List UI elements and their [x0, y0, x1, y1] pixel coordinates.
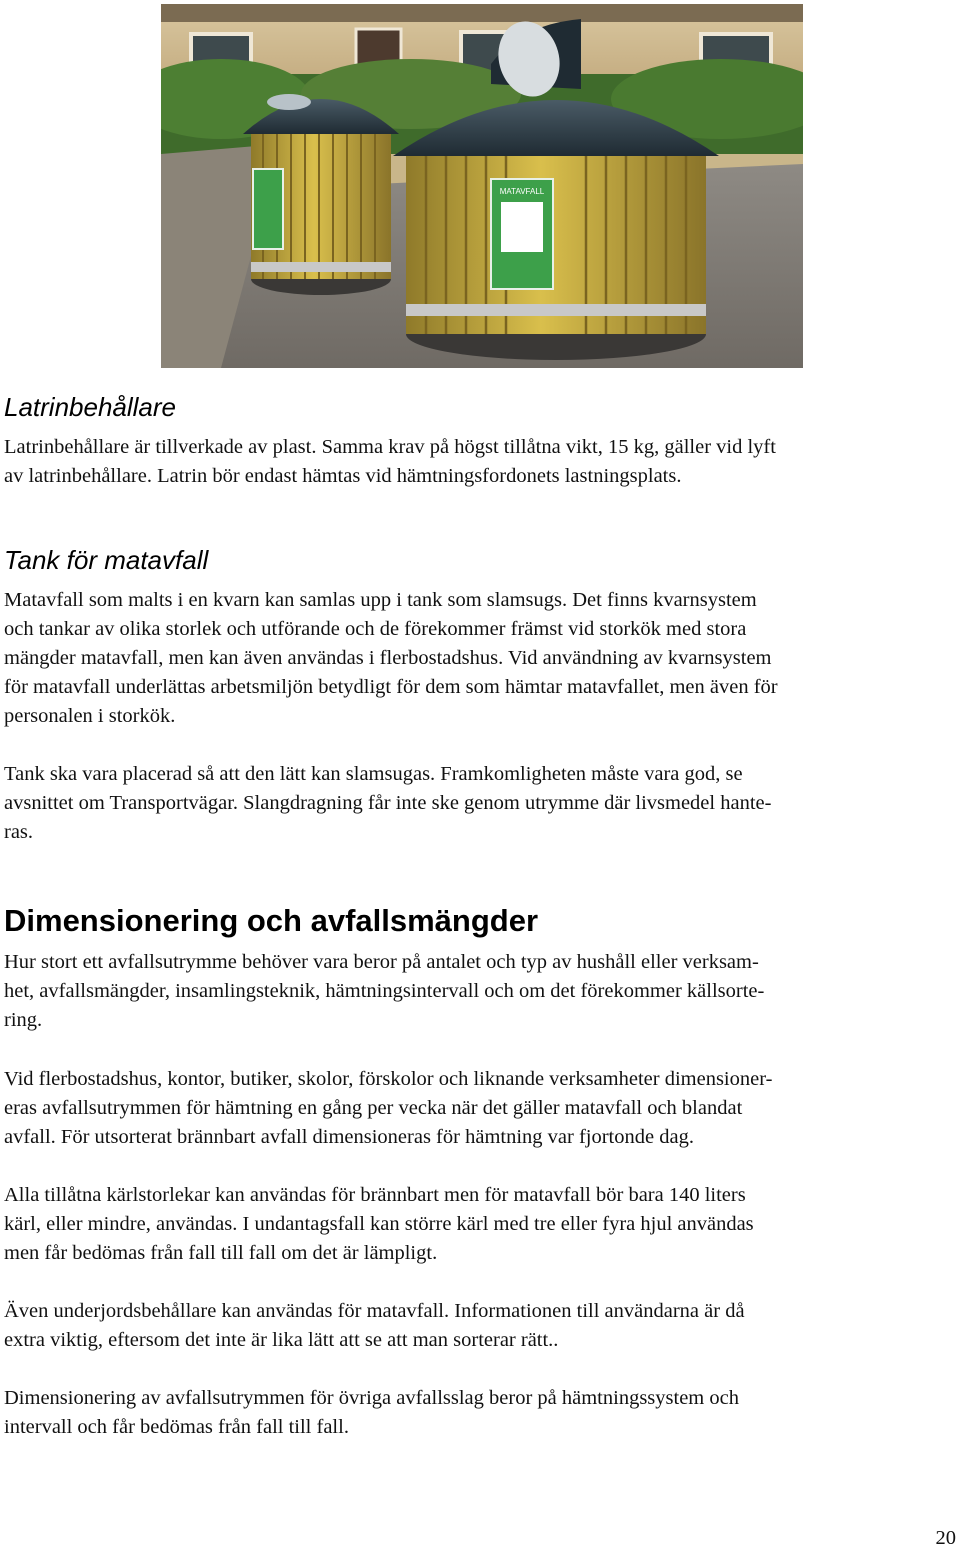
latrin-paragraph	[4, 433, 956, 491]
dim-paragraph-4	[4, 1297, 956, 1355]
text-line: kärl, eller mindre, användas. I undantagsfall kan större kärl med tre eller fyra hjul användas	[4, 1213, 754, 1235]
underground-containers-photo	[161, 4, 803, 368]
latrin-heading: Latrinbehållare	[4, 392, 177, 422]
text-line: Även underjordsbehållare kan användas för matavfall. Informationen till användarna är då	[4, 1300, 745, 1322]
text-line: avsnittet om Transportvägar. Slangdragning får inte ske genom utrymme där livsmedel hante-	[4, 792, 772, 814]
text-line: för matavfall underlättas arbetsmiljön betydligt för dem som hämtar matavfallet, men även för	[4, 676, 778, 698]
tank-paragraph-1	[4, 586, 956, 731]
text-line: av latrinbehållare. Latrin bör endast hämtas vid hämtningsfordonets lastningsplats.	[4, 465, 682, 487]
text-line: mängder matavfall, men kan även användas i flerbostadshus. Vid användning av kvarnsystem	[4, 647, 772, 669]
text-line: ras.	[4, 821, 34, 843]
text-line: ring.	[4, 1009, 43, 1031]
tank-paragraph-2	[4, 760, 956, 847]
dim-paragraph-1	[4, 948, 956, 1035]
dimensionering-heading: Dimensionering och avfallsmängder	[4, 903, 539, 938]
text-line: personalen i storkök.	[4, 705, 176, 727]
text-line: Hur stort ett avfallsutrymme behöver vara beror på antalet och typ av hushåll eller verksam-	[4, 951, 759, 973]
text-line: och tankar av olika storlek och utförande och de förekommer främst vid storkök med stora	[4, 618, 747, 640]
matavfall-sign-label: MATAVFALL	[499, 187, 545, 196]
text-line: Dimensionering av avfallsutrymmen för övriga avfallsslag beror på hämtningssystem och	[4, 1387, 739, 1409]
text-line: Alla tillåtna kärlstorlekar kan användas för brännbart men för matavfall bör bara 140 liters	[4, 1184, 746, 1206]
tank-heading: Tank för matavfall	[4, 545, 209, 575]
text-line: Latrinbehållare är tillverkade av plast. Samma krav på högst tillåtna vikt, 15 kg, gäller vid lyft	[4, 436, 776, 458]
text-line: eras avfallsutrymmen för hämtning en gång per vecka när det gäller matavfall och blandat	[4, 1097, 743, 1119]
text-line: avfall. För utsorterat brännbart avfall dimensioneras för hämtning var fjortonde dag.	[4, 1126, 694, 1148]
dim-paragraph-3	[4, 1181, 956, 1268]
text-line: Matavfall som malts i en kvarn kan samlas upp i tank som slamsugs. Det finns kvarnsystem	[4, 589, 757, 611]
text-line: Vid flerbostadshus, kontor, butiker, skolor, förskolor och liknande verksamheter dimensioner-	[4, 1068, 773, 1090]
text-line: intervall och får bedömas från fall till fall.	[4, 1416, 349, 1438]
page-number: 20	[935, 1527, 956, 1549]
text-line: het, avfallsmängder, insamlingsteknik, hämtningsintervall och om det förekommer källsorte-	[4, 980, 765, 1002]
text-line: men får bedömas från fall till fall om det är lämpligt.	[4, 1242, 438, 1264]
text-line: extra viktig, eftersom det inte är lika lätt att se att man sorterar rätt..	[4, 1329, 559, 1351]
photo-illustration	[161, 4, 803, 368]
dim-paragraph-5	[4, 1384, 956, 1442]
dim-paragraph-2	[4, 1065, 956, 1152]
text-line: Tank ska vara placerad så att den lätt kan slamsugas. Framkomligheten måste vara god, se	[4, 763, 743, 785]
